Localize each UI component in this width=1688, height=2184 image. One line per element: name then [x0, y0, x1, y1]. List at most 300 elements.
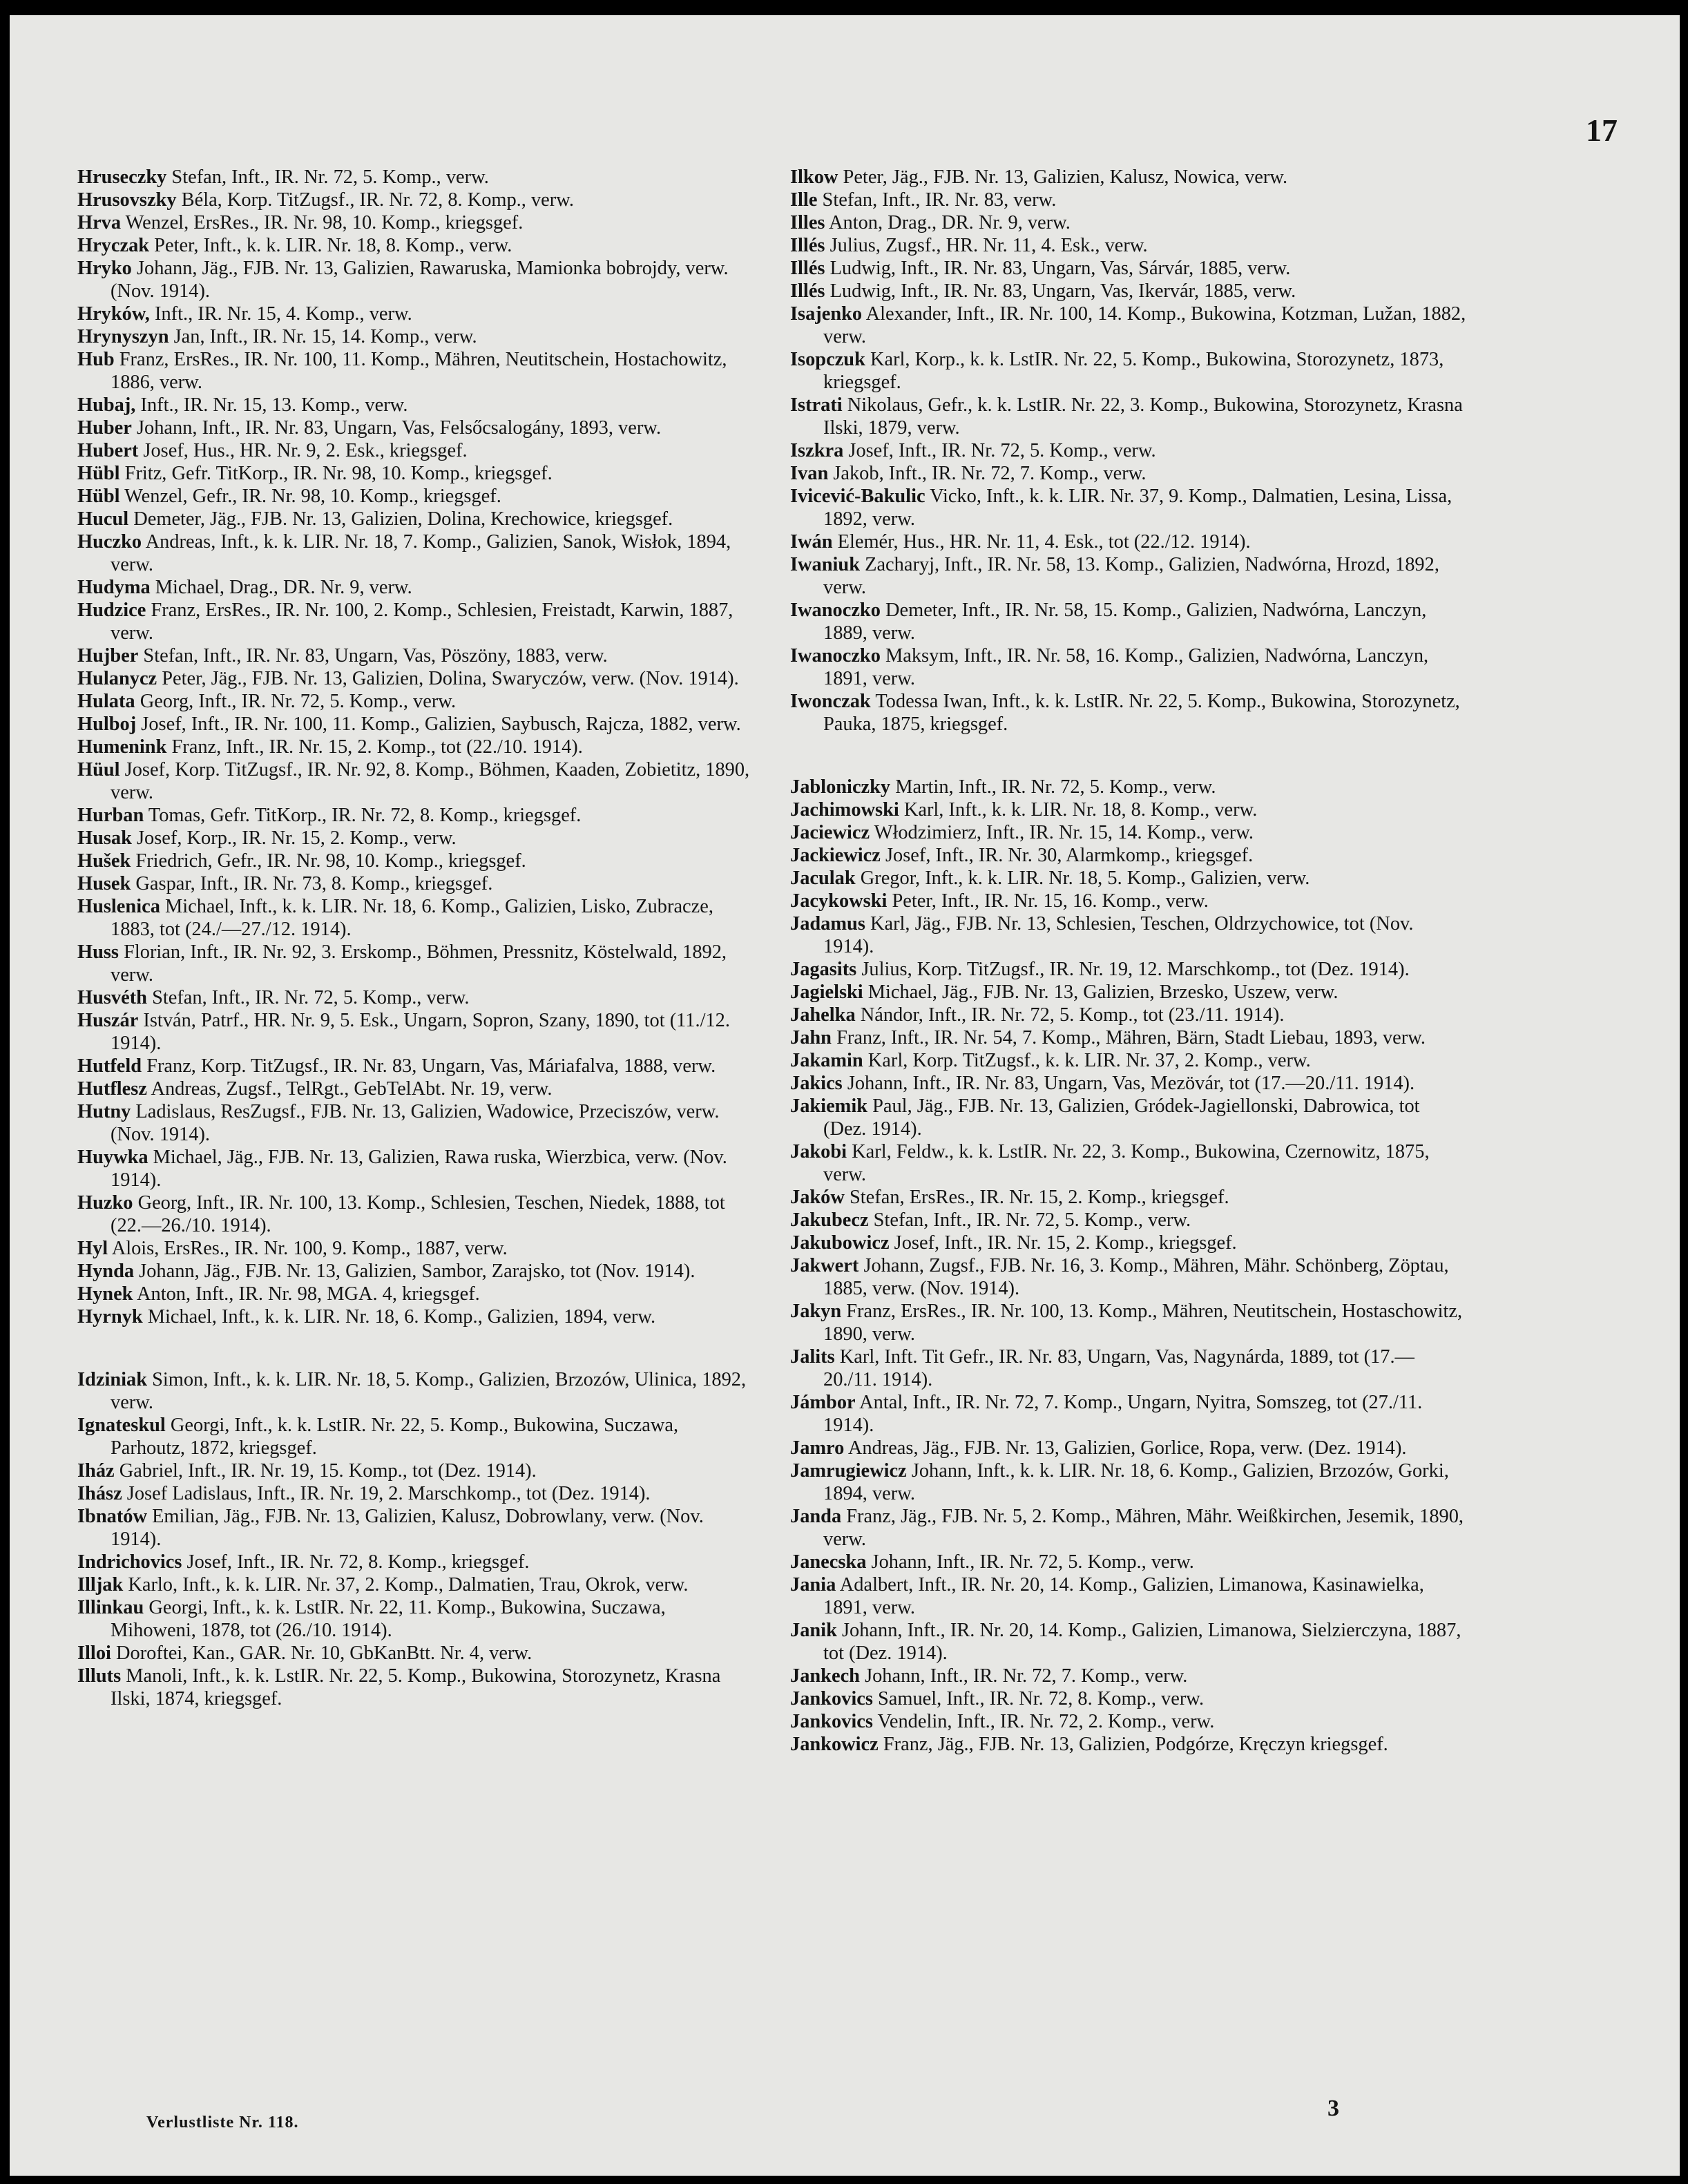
- entry-surname: Isopczuk: [790, 349, 865, 370]
- entry-surname: Hübl: [77, 463, 120, 484]
- entry-details: Vicko, Inft., k. k. LIR. Nr. 37, 9. Komp., Dalmatien, Lesina, Lissa, 1892, verw.: [823, 486, 1452, 530]
- entry-surname: Ihász: [77, 1483, 122, 1504]
- casualty-entry: [790, 1026, 1467, 1049]
- entry-details: Simon, Inft., k. k. LIR. Nr. 18, 5. Komp., Galizien, Brzozów, Ulinica, 1892, verw.: [111, 1369, 747, 1413]
- entry-surname: Huszár: [77, 1010, 139, 1031]
- entry-surname: Jagasits: [790, 959, 857, 980]
- entry-details: Julius, Zugsf., HR. Nr. 11, 4. Esk., verw.: [825, 235, 1148, 256]
- entry-details: Adalbert, Inft., IR. Nr. 20, 14. Komp., Galizien, Limanowa, Kasinawielka, 1891, verw.: [823, 1574, 1424, 1618]
- casualty-entry: [77, 1505, 754, 1551]
- casualty-entry: [790, 1049, 1467, 1072]
- entry-details: Antal, Inft., IR. Nr. 72, 7. Komp., Ungarn, Nyitra, Somszeg, tot (27./11. 1914).: [823, 1392, 1423, 1436]
- entry-details: Ludwig, Inft., IR. Nr. 83, Ungarn, Vas, Sárvár, 1885, verw.: [825, 258, 1291, 279]
- entry-details: Stefan, Inft., IR. Nr. 83, verw.: [817, 189, 1057, 211]
- entry-details: Stefan, Inft., IR. Nr. 83, Ungarn, Vas, Pöszöny, 1883, verw.: [138, 645, 608, 667]
- entry-details: István, Patrf., HR. Nr. 9, 5. Esk., Ungarn, Sopron, Szany, 1890, tot (11./12. 1914).: [111, 1010, 730, 1054]
- entry-surname: Husvéth: [77, 987, 147, 1008]
- casualty-entry: [790, 1186, 1467, 1209]
- entry-surname: Illés: [790, 235, 825, 256]
- entry-surname: Huywka: [77, 1147, 148, 1168]
- casualty-entry: [77, 189, 754, 211]
- casualty-entry: [790, 644, 1467, 690]
- entry-details: Fritz, Gefr. TitKorp., IR. Nr. 98, 10. Komp., kriegsgef.: [119, 463, 553, 484]
- casualty-entry: [790, 303, 1467, 348]
- entry-surname: Jahn: [790, 1027, 832, 1048]
- entry-surname: Hujber: [77, 645, 139, 667]
- entry-surname: Jankowicz: [790, 1734, 879, 1755]
- entry-surname: Jakics: [790, 1073, 843, 1094]
- entry-details: Nikolaus, Gefr., k. k. LstIR. Nr. 22, 3. Komp., Bukowina, Storozynetz, Krasna Ilski, 1879, verw.: [823, 394, 1463, 439]
- entry-details: Georg, Inft., IR. Nr. 72, 5. Komp., verw.: [135, 691, 457, 712]
- entry-surname: Hyl: [77, 1238, 108, 1259]
- casualty-entry: [790, 1733, 1467, 1756]
- casualty-entry: [77, 485, 754, 508]
- casualty-entry: [77, 303, 754, 325]
- entry-surname: Jakwert: [790, 1255, 859, 1276]
- casualty-entry: [790, 1254, 1467, 1300]
- entry-surname: Ibnatów: [77, 1506, 147, 1527]
- entry-surname: Jahelka: [790, 1004, 856, 1026]
- entry-details: Stefan, ErsRes., IR. Nr. 15, 2. Komp., kriegsgef.: [844, 1187, 1229, 1208]
- entry-details: Alexander, Inft., IR. Nr. 100, 14. Komp., Bukowina, Kotzman, Lužan, 1882, verw.: [823, 303, 1466, 347]
- entry-details: Josef, Inft., IR. Nr. 72, 8. Komp., kriegsgef.: [182, 1551, 530, 1573]
- casualty-entry: [77, 257, 754, 303]
- entry-surname: Janik: [790, 1620, 837, 1641]
- casualty-entry: [790, 1391, 1467, 1437]
- entry-surname: Illjak: [77, 1574, 124, 1596]
- entry-details: Georg, Inft., IR. Nr. 100, 13. Komp., Schlesien, Teschen, Niedek, 1888, tot (22.—26./10. 1914).: [111, 1192, 725, 1236]
- entry-details: Stefan, Inft., IR. Nr. 72, 5. Komp., verw.: [146, 987, 470, 1008]
- entry-details: Jakob, Inft., IR. Nr. 72, 7. Komp., verw.: [828, 463, 1147, 484]
- casualty-entry: [77, 1055, 754, 1077]
- entry-details: Peter, Inft., IR. Nr. 15, 16. Komp., verw.: [887, 890, 1209, 912]
- entry-details: Paul, Jäg., FJB. Nr. 13, Galizien, Gródek-Jagiellonski, Dabrowica, tot (Dez. 1914).: [823, 1095, 1420, 1140]
- entry-details: Inft., IR. Nr. 15, 13. Komp., verw.: [135, 394, 408, 416]
- casualty-entry: [77, 736, 754, 758]
- casualty-entry: [77, 1596, 754, 1642]
- entry-surname: Jakubowicz: [790, 1232, 890, 1254]
- entry-surname: Jabloniczky: [790, 776, 891, 798]
- entry-surname: Jamrugiewicz: [790, 1460, 907, 1482]
- casualty-entry: [790, 1095, 1467, 1140]
- casualty-entry: [790, 599, 1467, 644]
- entry-details: Josef, Inft., IR. Nr. 100, 11. Komp., Galizien, Saybusch, Rajcza, 1882, verw.: [136, 713, 741, 735]
- entry-details: Georgi, Inft., k. k. LstIR. Nr. 22, 11. Komp., Bukowina, Suczawa, Mihoweni, 1878, tot (26./10. 1914).: [111, 1597, 666, 1641]
- section-gap: [790, 736, 1467, 776]
- entry-surname: Jankovics: [790, 1711, 873, 1732]
- footer-note: Verlustliste Nr. 118.: [146, 2114, 299, 2132]
- casualty-entry: [77, 166, 754, 189]
- casualty-entry: [790, 821, 1467, 844]
- entry-surname: Ille: [790, 189, 818, 211]
- entry-surname: Huber: [77, 417, 132, 439]
- entry-surname: Husak: [77, 827, 132, 849]
- entry-details: Andreas, Jäg., FJB. Nr. 13, Galizien, Gorlice, Ropa, verw. (Dez. 1914).: [844, 1437, 1407, 1459]
- left-group-i: [77, 1368, 754, 1710]
- casualty-entry: [790, 1505, 1467, 1551]
- casualty-entry: [790, 280, 1467, 303]
- entry-surname: Jakamin: [790, 1050, 863, 1071]
- entry-surname: Hušek: [77, 850, 131, 872]
- entry-surname: Jakyn: [790, 1301, 842, 1322]
- entry-details: Karl, Korp., k. k. LstIR. Nr. 22, 5. Komp., Bukowina, Storozynetz, 1873, kriegsgef.: [823, 349, 1444, 393]
- casualty-entry: [77, 1283, 754, 1305]
- casualty-entry: [790, 867, 1467, 890]
- casualty-entry: [790, 690, 1467, 736]
- casualty-entry: [790, 1665, 1467, 1687]
- entry-details: Vendelin, Inft., IR. Nr. 72, 2. Komp., verw.: [872, 1711, 1215, 1732]
- entry-surname: Ivicević-Bakulic: [790, 486, 925, 507]
- entry-details: Nándor, Inft., IR. Nr. 72, 5. Komp., tot (23./11. 1914).: [855, 1004, 1285, 1026]
- entry-details: Emilian, Jäg., FJB. Nr. 13, Galizien, Kalusz, Dobrowlany, verw. (Nov. 1914).: [111, 1506, 704, 1550]
- casualty-entry: [77, 1100, 754, 1146]
- casualty-entry: [790, 1004, 1467, 1026]
- casualty-entry: [77, 804, 754, 827]
- entry-details: Andreas, Zugsf., TelRgt., GebTelAbt. Nr. 19, verw.: [146, 1078, 553, 1100]
- casualty-entry: [790, 1459, 1467, 1505]
- entry-details: Friedrich, Gefr., IR. Nr. 98, 10. Komp., kriegsgef.: [131, 850, 526, 872]
- casualty-entry: [77, 1009, 754, 1055]
- entry-details: Franz, ErsRes., IR. Nr. 100, 2. Komp., Schlesien, Freistadt, Karwin, 1887, verw.: [111, 600, 733, 644]
- entry-surname: Jaciewicz: [790, 822, 870, 843]
- entry-details: Josef, Hus., HR. Nr. 9, 2. Esk., kriegsgef.: [138, 440, 468, 461]
- entry-details: Johann, Inft., IR. Nr. 20, 14. Komp., Galizien, Limanowa, Sielzierczyna, 1887, tot (Dez. 1914).: [823, 1620, 1461, 1664]
- casualty-entry: [77, 1237, 754, 1260]
- entry-surname: Husek: [77, 873, 131, 894]
- casualty-entry: [77, 1459, 754, 1482]
- right-group-i: [790, 166, 1467, 736]
- entry-surname: Hryczak: [77, 235, 150, 256]
- entry-details: Josef, Inft., IR. Nr. 72, 5. Komp., verw.: [843, 440, 1156, 461]
- entry-surname: Hynda: [77, 1261, 135, 1282]
- entry-details: Johann, Inft., IR. Nr. 72, 7. Komp., verw.: [859, 1665, 1188, 1687]
- casualty-entry: [77, 644, 754, 667]
- entry-details: Karl, Inft., k. k. LIR. Nr. 18, 8. Komp., verw.: [899, 799, 1258, 821]
- casualty-entry: [77, 1665, 754, 1710]
- entry-details: Peter, Jäg., FJB. Nr. 13, Galizien, Dolina, Swaryczów, verw. (Nov. 1914).: [157, 668, 739, 689]
- entry-details: Demeter, Inft., IR. Nr. 58, 15. Komp., Galizien, Nadwórna, Lanczyn, 1889, verw.: [823, 600, 1427, 644]
- casualty-entry: [77, 895, 754, 941]
- entry-details: Josef, Korp., IR. Nr. 15, 2. Komp., verw.: [131, 827, 457, 849]
- entry-details: Johann, Jäg., FJB. Nr. 13, Galizien, Sambor, Zarajsko, tot (Nov. 1914).: [134, 1261, 696, 1282]
- entry-surname: Iház: [77, 1460, 115, 1482]
- entry-details: Michael, Inft., k. k. LIR. Nr. 18, 6. Komp., Galizien, Lisko, Zubracze, 1883, tot (24./—27./12. 1914).: [111, 896, 713, 940]
- entry-surname: Hrva: [77, 212, 122, 233]
- sheet-number: 3: [1327, 2096, 1339, 2121]
- entry-surname: Jakiemik: [790, 1095, 867, 1117]
- entry-surname: Illoi: [77, 1642, 111, 1664]
- entry-details: Wenzel, Gefr., IR. Nr. 98, 10. Komp., kriegsgef.: [119, 486, 501, 507]
- entry-surname: Hüul: [77, 759, 120, 780]
- casualty-entry: [77, 1482, 754, 1505]
- entry-surname: Hucul: [77, 508, 129, 530]
- entry-details: Manoli, Inft., k. k. LstIR. Nr. 22, 5. Komp., Bukowina, Storozynetz, Krasna Ilski, 1874, kriegsgef.: [111, 1665, 721, 1709]
- casualty-entry: [77, 1414, 754, 1459]
- entry-surname: Hurban: [77, 805, 144, 826]
- entry-details: Josef Ladislaus, Inft., IR. Nr. 19, 2. Marschkomp., tot (Dez. 1914).: [122, 1483, 651, 1504]
- entry-details: Michael, Jäg., FJB. Nr. 13, Galizien, Brzesko, Uszew, verw.: [863, 981, 1339, 1003]
- entry-details: Włodzimierz, Inft., IR. Nr. 15, 14. Komp., verw.: [870, 822, 1254, 843]
- entry-surname: Iwán: [790, 531, 833, 553]
- entry-details: Karl, Jäg., FJB. Nr. 13, Schlesien, Teschen, Oldrzychowice, tot (Nov. 1914).: [823, 913, 1414, 957]
- casualty-entry: [77, 1368, 754, 1414]
- entry-surname: Hutfeld: [77, 1055, 142, 1077]
- entry-details: Franz, Korp. TitZugsf., IR. Nr. 83, Ungarn, Vas, Máriafalva, 1888, verw.: [142, 1055, 716, 1077]
- casualty-entry: [790, 257, 1467, 280]
- casualty-entry: [77, 576, 754, 599]
- entry-surname: Hulboj: [77, 713, 137, 735]
- entry-details: Franz, Jäg., FJB. Nr. 5, 2. Komp., Mähren, Mähr. Weißkirchen, Jesemik, 1890, verw.: [823, 1506, 1464, 1550]
- entry-surname: Huzko: [77, 1192, 133, 1214]
- entry-details: Anton, Drag., DR. Nr. 9, verw.: [825, 212, 1071, 233]
- entry-surname: Hübl: [77, 486, 120, 507]
- left-column: [77, 166, 754, 1710]
- entry-surname: Illés: [790, 258, 825, 279]
- entry-surname: Hruseczky: [77, 166, 167, 188]
- entry-surname: Hynek: [77, 1283, 133, 1305]
- entry-surname: Hudzice: [77, 600, 146, 621]
- casualty-entry: [77, 872, 754, 895]
- entry-details: Gabriel, Inft., IR. Nr. 19, 15. Komp., tot (Dez. 1914).: [114, 1460, 537, 1482]
- entry-details: Doroftei, Kan., GAR. Nr. 10, GbKanBtt. Nr. 4, verw.: [111, 1642, 533, 1664]
- section-gap: [77, 1328, 754, 1368]
- entry-surname: Hubert: [77, 440, 139, 461]
- entry-details: Franz, Jäg., FJB. Nr. 13, Galizien, Podgórze, Kręczyn kriegsgef.: [878, 1734, 1388, 1755]
- casualty-entry: [790, 1072, 1467, 1095]
- entry-details: Karl, Korp. TitZugsf., k. k. LIR. Nr. 37, 2. Komp., verw.: [863, 1050, 1311, 1071]
- casualty-entry: [77, 758, 754, 804]
- entry-details: Johann, Inft., IR. Nr. 83, Ungarn, Vas, Felsőcsalogány, 1893, verw.: [131, 417, 662, 439]
- casualty-entry: [77, 599, 754, 644]
- entry-surname: Istrati: [790, 394, 843, 416]
- entry-details: Béla, Korp. TitZugsf., IR. Nr. 72, 8. Komp., verw.: [176, 189, 574, 211]
- entry-details: Zacharyj, Inft., IR. Nr. 58, 13. Komp., Galizien, Nadwórna, Hrozd, 1892, verw.: [823, 554, 1439, 598]
- casualty-entry: [790, 1551, 1467, 1573]
- document-page: [10, 15, 1680, 2176]
- casualty-entry: [77, 1551, 754, 1573]
- left-group-h: [77, 166, 754, 1328]
- entry-details: Franz, ErsRes., IR. Nr. 100, 11. Komp., Mähren, Neutitschein, Hostachowitz, 1886, verw.: [111, 349, 727, 393]
- entry-surname: Huss: [77, 941, 119, 963]
- entry-surname: Hub: [77, 349, 115, 370]
- entry-details: Maksym, Inft., IR. Nr. 58, 16. Komp., Galizien, Nadwórna, Lanczyn, 1891, verw.: [823, 645, 1429, 689]
- casualty-entry: [77, 1642, 754, 1665]
- entry-details: Alois, ErsRes., IR. Nr. 100, 9. Komp., 1887, verw.: [108, 1238, 508, 1259]
- casualty-entry: [77, 827, 754, 850]
- entry-surname: Jankech: [790, 1665, 860, 1687]
- casualty-entry: [77, 690, 754, 713]
- entry-surname: Hutny: [77, 1101, 131, 1122]
- entry-details: Todessa Iwan, Inft., k. k. LstIR. Nr. 22, 5. Komp., Bukowina, Storozynetz, Pauka, 1875, kriegsgef.: [823, 691, 1460, 735]
- entry-details: Johann, Inft., k. k. LIR. Nr. 18, 6. Komp., Galizien, Brzozów, Gorki, 1894, verw.: [823, 1460, 1449, 1504]
- entry-details: Michael, Drag., DR. Nr. 9, verw.: [150, 577, 412, 598]
- entry-surname: Hulata: [77, 691, 135, 712]
- entry-surname: Hrusovszky: [77, 189, 177, 211]
- entry-details: Ladislaus, ResZugsf., FJB. Nr. 13, Galizien, Wadowice, Przeciszów, verw. (Nov. 1914).: [111, 1101, 720, 1145]
- casualty-entry: [77, 211, 754, 234]
- entry-surname: Humenink: [77, 736, 167, 758]
- entry-surname: Hubaj,: [77, 394, 136, 416]
- entry-details: Karl, Inft. Tit Gefr., IR. Nr. 83, Ungarn, Vas, Nagynárda, 1889, tot (17.—20./11. 1914).: [823, 1346, 1414, 1390]
- casualty-entry: [77, 713, 754, 736]
- entry-details: Georgi, Inft., k. k. LstIR. Nr. 22, 5. Komp., Bukowina, Suczawa, Parhoutz, 1872, kriegsgef.: [111, 1415, 679, 1459]
- casualty-entry: [790, 1619, 1467, 1665]
- casualty-entry: [790, 1209, 1467, 1232]
- casualty-entry: [790, 776, 1467, 798]
- entry-surname: Jaculak: [790, 868, 856, 889]
- casualty-entry: [790, 912, 1467, 958]
- entry-surname: Iwaniuk: [790, 554, 861, 575]
- entry-surname: Idziniak: [77, 1369, 147, 1390]
- casualty-entry: [790, 1140, 1467, 1186]
- casualty-entry: [790, 1300, 1467, 1345]
- entry-details: Demeter, Jäg., FJB. Nr. 13, Galizien, Dolina, Krechowice, kriegsgef.: [128, 508, 673, 530]
- casualty-entry: [790, 234, 1467, 257]
- entry-details: Johann, Inft., IR. Nr. 83, Ungarn, Vas, Mezövár, tot (17.—20./11. 1914).: [842, 1073, 1415, 1094]
- entry-surname: Jagielski: [790, 981, 863, 1003]
- entry-details: Gregor, Inft., k. k. LIR. Nr. 18, 5. Komp., Galizien, verw.: [855, 868, 1310, 889]
- entry-details: Josef, Inft., IR. Nr. 15, 2. Komp., kriegsgef.: [889, 1232, 1237, 1254]
- entry-details: Elemér, Hus., HR. Nr. 11, 4. Esk., tot (22./12. 1914).: [832, 531, 1251, 553]
- casualty-entry: [790, 1345, 1467, 1391]
- casualty-entry: [790, 958, 1467, 981]
- entry-surname: Hryków,: [77, 303, 150, 325]
- casualty-entry: [790, 211, 1467, 234]
- entry-surname: Jankovics: [790, 1688, 873, 1709]
- entry-details: Karlo, Inft., k. k. LIR. Nr. 37, 2. Komp., Dalmatien, Trau, Okrok, verw.: [123, 1574, 689, 1596]
- entry-surname: Hulanycz: [77, 668, 157, 689]
- entry-surname: Iwanoczko: [790, 600, 881, 621]
- casualty-entry: [790, 844, 1467, 867]
- entry-surname: Iwonczak: [790, 691, 871, 712]
- entry-surname: Illes: [790, 212, 825, 233]
- casualty-entry: [790, 394, 1467, 439]
- entry-details: Julius, Korp. TitZugsf., IR. Nr. 19, 12. Marschkomp., tot (Dez. 1914).: [856, 959, 1410, 980]
- casualty-entry: [790, 798, 1467, 821]
- entry-details: Andreas, Inft., k. k. LIR. Nr. 18, 7. Komp., Galizien, Sanok, Wisłok, 1894, verw.: [111, 531, 731, 575]
- entry-details: Johann, Inft., IR. Nr. 72, 5. Komp., verw.: [866, 1551, 1194, 1573]
- entry-surname: Illuts: [77, 1665, 122, 1687]
- casualty-entry: [77, 530, 754, 576]
- entry-details: Inft., IR. Nr. 15, 4. Komp., verw.: [149, 303, 412, 325]
- entry-surname: Illés: [790, 280, 825, 302]
- entry-details: Tomas, Gefr. TitKorp., IR. Nr. 72, 8. Komp., kriegsgef.: [144, 805, 582, 826]
- entry-surname: Jamro: [790, 1437, 845, 1459]
- casualty-entry: [790, 189, 1467, 211]
- entry-surname: Jania: [790, 1574, 836, 1596]
- entry-surname: Illinkau: [77, 1597, 144, 1618]
- casualty-entry: [790, 439, 1467, 462]
- casualty-entry: [77, 348, 754, 394]
- casualty-entry: [77, 1260, 754, 1283]
- entry-surname: Iszkra: [790, 440, 844, 461]
- entry-details: Franz, Inft., IR. Nr. 54, 7. Komp., Mähren, Bärn, Stadt Liebau, 1893, verw.: [831, 1027, 1426, 1048]
- entry-details: Stefan, Inft., IR. Nr. 72, 5. Komp., verw.: [166, 166, 489, 188]
- casualty-entry: [790, 981, 1467, 1004]
- entry-surname: Janda: [790, 1506, 842, 1527]
- casualty-entry: [77, 1573, 754, 1596]
- entry-surname: Jadamus: [790, 913, 865, 935]
- entry-details: Josef, Inft., IR. Nr. 30, Alarmkomp., kriegsgef.: [880, 845, 1254, 866]
- page-number: 17: [1586, 113, 1618, 148]
- casualty-entry: [77, 394, 754, 416]
- casualty-entry: [790, 1232, 1467, 1254]
- casualty-entry: [790, 348, 1467, 394]
- entry-surname: Hyrnyk: [77, 1306, 143, 1328]
- casualty-entry: [790, 1710, 1467, 1733]
- entry-surname: Jalits: [790, 1346, 835, 1368]
- casualty-entry: [790, 485, 1467, 530]
- casualty-entry: [790, 462, 1467, 485]
- entry-details: Michael, Jäg., FJB. Nr. 13, Galizien, Rawa ruska, Wierzbica, verw. (Nov. 1914).: [111, 1147, 727, 1191]
- entry-surname: Jakubecz: [790, 1209, 869, 1231]
- casualty-entry: [77, 941, 754, 986]
- entry-surname: Indrichovics: [77, 1551, 182, 1573]
- entry-surname: Hutflesz: [77, 1078, 147, 1100]
- casualty-entry: [77, 462, 754, 485]
- entry-surname: Huslenica: [77, 896, 160, 917]
- entry-surname: Janecska: [790, 1551, 867, 1573]
- entry-details: Franz, ErsRes., IR. Nr. 100, 13. Komp., Mähren, Neutitschein, Hostaschowitz, 1890, verw.: [823, 1301, 1463, 1345]
- casualty-entry: [790, 1687, 1467, 1710]
- entry-surname: Jámbor: [790, 1392, 856, 1413]
- entry-details: Josef, Korp. TitZugsf., IR. Nr. 92, 8. Komp., Böhmen, Kaaden, Zobietitz, 1890, verw.: [111, 759, 750, 803]
- entry-surname: Jachimowski: [790, 799, 899, 821]
- casualty-entry: [77, 325, 754, 348]
- casualty-entry: [77, 1077, 754, 1100]
- casualty-entry: [77, 850, 754, 872]
- casualty-entry: [77, 508, 754, 530]
- entry-surname: Huczko: [77, 531, 142, 553]
- casualty-entry: [77, 234, 754, 257]
- casualty-entry: [77, 416, 754, 439]
- entry-surname: Hrynyszyn: [77, 326, 169, 347]
- right-group-j: [790, 776, 1467, 1756]
- entry-details: Stefan, Inft., IR. Nr. 72, 5. Komp., verw.: [868, 1209, 1191, 1231]
- entry-details: Florian, Inft., IR. Nr. 92, 3. Erskomp., Böhmen, Pressnitz, Köstelwald, 1892, verw.: [111, 941, 727, 986]
- casualty-entry: [77, 667, 754, 690]
- entry-details: Peter, Jäg., FJB. Nr. 13, Galizien, Kalusz, Nowica, verw.: [838, 166, 1288, 188]
- entry-surname: Jackiewicz: [790, 845, 881, 866]
- entry-details: Wenzel, ErsRes., IR. Nr. 98, 10. Komp., kriegsgef.: [121, 212, 524, 233]
- entry-surname: Ignateskul: [77, 1415, 166, 1436]
- entry-surname: Jaków: [790, 1187, 845, 1208]
- casualty-entry: [790, 1573, 1467, 1619]
- casualty-entry: [77, 1305, 754, 1328]
- entry-surname: Ivan: [790, 463, 829, 484]
- entry-surname: Jacykowski: [790, 890, 888, 912]
- entry-details: Johann, Zugsf., FJB. Nr. 16, 3. Komp., Mähren, Mähr. Schönberg, Zöptau, 1885, verw. (Nov. 1914).: [823, 1255, 1449, 1299]
- casualty-entry: [77, 1146, 754, 1191]
- entry-details: Anton, Inft., IR. Nr. 98, MGA. 4, kriegsgef.: [133, 1283, 480, 1305]
- casualty-entry: [790, 166, 1467, 189]
- entry-surname: Ilkow: [790, 166, 838, 188]
- entry-details: Ludwig, Inft., IR. Nr. 83, Ungarn, Vas, Ikervár, 1885, verw.: [825, 280, 1296, 302]
- entry-details: Martin, Inft., IR. Nr. 72, 5. Komp., verw.: [890, 776, 1216, 798]
- entry-details: Samuel, Inft., IR. Nr. 72, 8. Komp., verw.: [872, 1688, 1205, 1709]
- casualty-entry: [790, 890, 1467, 912]
- entry-details: Michael, Inft., k. k. LIR. Nr. 18, 6. Komp., Galizien, 1894, verw.: [142, 1306, 656, 1328]
- entry-details: Peter, Inft., k. k. LIR. Nr. 18, 8. Komp., verw.: [149, 235, 512, 256]
- entry-details: Karl, Feldw., k. k. LstIR. Nr. 22, 3. Komp., Bukowina, Czernowitz, 1875, verw.: [823, 1141, 1430, 1185]
- casualty-entry: [77, 439, 754, 462]
- casualty-entry: [790, 530, 1467, 553]
- entry-surname: Jakobi: [790, 1141, 847, 1162]
- entry-details: Jan, Inft., IR. Nr. 15, 14. Komp., verw.: [169, 326, 477, 347]
- entry-surname: Hudyma: [77, 577, 151, 598]
- casualty-entry: [790, 1437, 1467, 1459]
- entry-details: Johann, Jäg., FJB. Nr. 13, Galizien, Rawaruska, Mamionka bobrojdy, verw. (Nov. 1914).: [111, 258, 729, 302]
